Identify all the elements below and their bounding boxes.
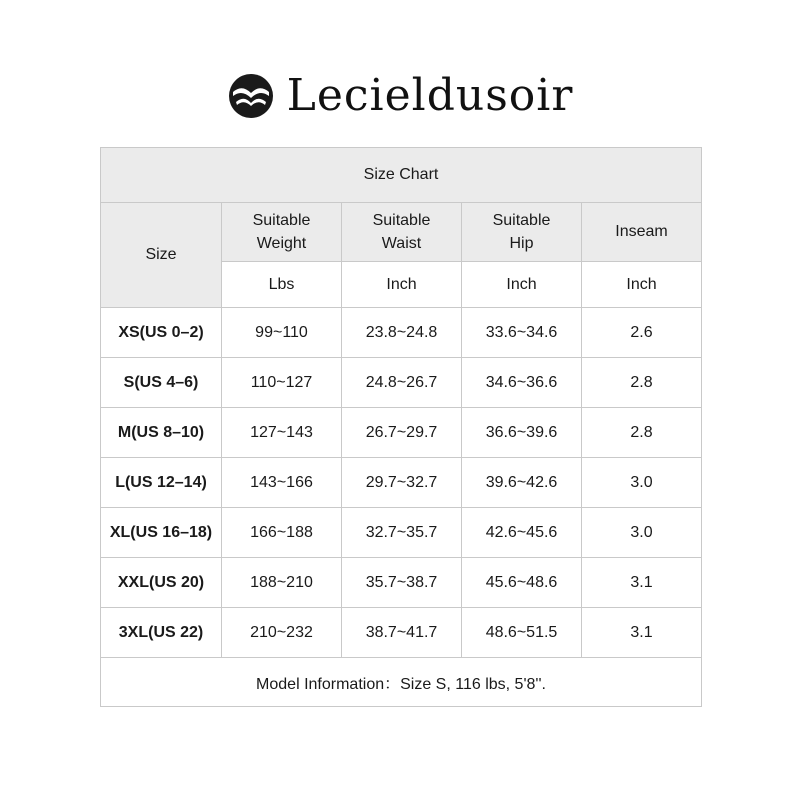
table-row — [101, 308, 702, 358]
waist-column-header — [342, 203, 462, 262]
inseam-cell: 3.1 — [582, 558, 702, 608]
inseam-cell: 2.8 — [582, 358, 702, 408]
weight-cell: 127~143 — [222, 408, 342, 458]
brand-name: Lecieldusoir — [286, 70, 574, 121]
table-row — [101, 508, 702, 558]
size-cell: XS(US 0–2) — [101, 308, 222, 358]
hip-cell: 34.6~36.6 — [462, 358, 582, 408]
weight-cell: 99~110 — [222, 308, 342, 358]
hip-cell: 45.6~48.6 — [462, 558, 582, 608]
table-row — [101, 358, 702, 408]
weight-cell: 188~210 — [222, 558, 342, 608]
waist-cell: 24.8~26.7 — [342, 358, 462, 408]
hip-cell: 42.6~45.6 — [462, 508, 582, 558]
header-line: Suitable — [252, 211, 311, 229]
weight-column-header — [222, 203, 342, 262]
table-row — [101, 408, 702, 458]
table-row — [101, 558, 702, 608]
hip-cell: 33.6~34.6 — [462, 308, 582, 358]
weight-cell: 166~188 — [222, 508, 342, 558]
inseam-cell: 3.0 — [582, 458, 702, 508]
model-info-note: Model Information：Size S, 116 lbs, 5'8''. — [101, 658, 702, 707]
header-line: Suitable — [492, 211, 551, 229]
header-line: Weight — [256, 235, 307, 252]
size-cell: XL(US 16–18) — [101, 508, 222, 558]
brand-header — [0, 64, 800, 128]
size-cell: M(US 8–10) — [101, 408, 222, 458]
table-row — [101, 458, 702, 508]
waist-cell: 32.7~35.7 — [342, 508, 462, 558]
inseam-cell: 3.1 — [582, 608, 702, 658]
header-line: Waist — [381, 235, 422, 252]
size-column-header: Size — [101, 203, 222, 308]
weight-unit: Lbs — [222, 262, 342, 308]
size-cell: S(US 4–6) — [101, 358, 222, 408]
size-cell: XXL(US 20) — [101, 558, 222, 608]
inseam-cell: 2.8 — [582, 408, 702, 458]
waist-cell: 29.7~32.7 — [342, 458, 462, 508]
size-cell: 3XL(US 22) — [101, 608, 222, 658]
waist-cell: 23.8~24.8 — [342, 308, 462, 358]
table-row — [101, 608, 702, 658]
weight-cell: 143~166 — [222, 458, 342, 508]
model-info-row — [101, 658, 702, 707]
inseam-cell: 2.6 — [582, 308, 702, 358]
waist-cell: 26.7~29.7 — [342, 408, 462, 458]
table-title: Size Chart — [101, 148, 702, 203]
size-cell: L(US 12–14) — [101, 458, 222, 508]
inseam-column-header: Inseam — [582, 203, 702, 262]
waist-cell: 38.7~41.7 — [342, 608, 462, 658]
size-chart-table — [100, 147, 702, 707]
wave-in-circle-logo-icon — [227, 72, 275, 120]
weight-cell: 110~127 — [222, 358, 342, 408]
header-line: Suitable — [372, 211, 431, 229]
waist-unit: Inch — [342, 262, 462, 308]
header-line: Hip — [509, 235, 534, 252]
hip-cell: 39.6~42.6 — [462, 458, 582, 508]
hip-column-header — [462, 203, 582, 262]
header-row — [101, 203, 702, 262]
table-title-row — [101, 148, 702, 203]
waist-cell: 35.7~38.7 — [342, 558, 462, 608]
weight-cell: 210~232 — [222, 608, 342, 658]
hip-unit: Inch — [462, 262, 582, 308]
hip-cell: 36.6~39.6 — [462, 408, 582, 458]
inseam-cell: 3.0 — [582, 508, 702, 558]
hip-cell: 48.6~51.5 — [462, 608, 582, 658]
inseam-unit: Inch — [582, 262, 702, 308]
